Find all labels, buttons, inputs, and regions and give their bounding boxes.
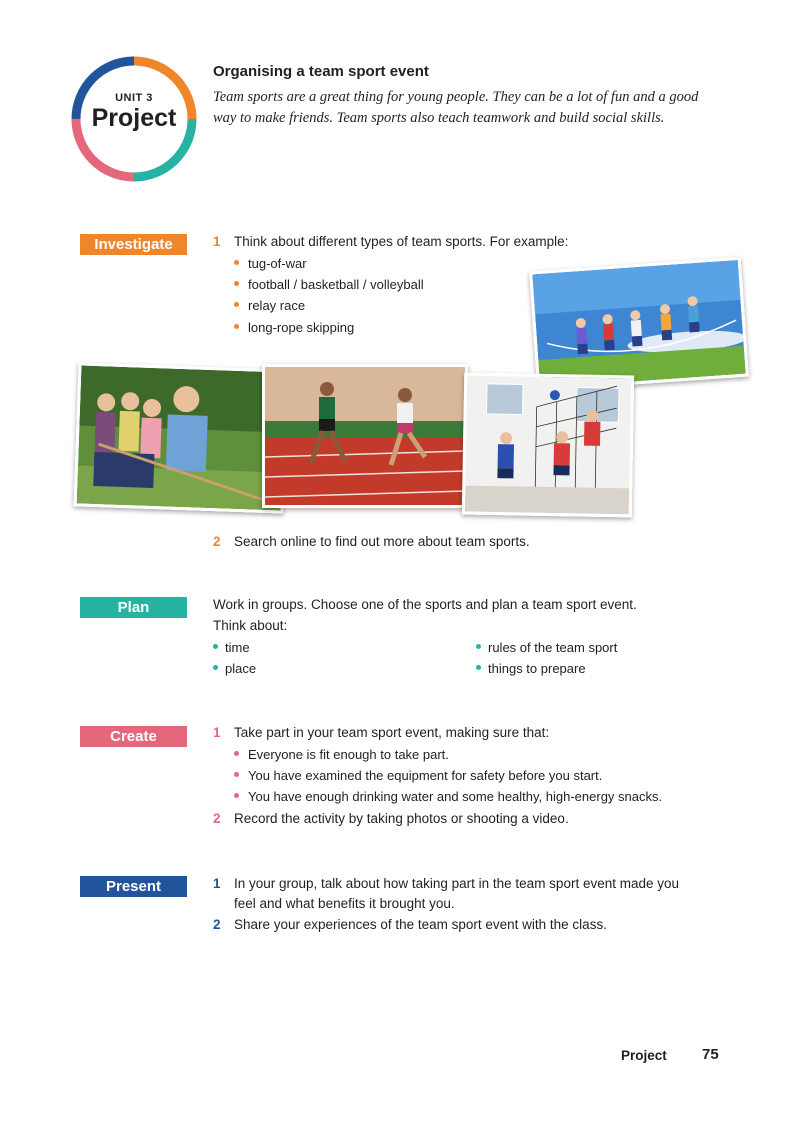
footer-section-label: Project bbox=[621, 1048, 667, 1063]
plan-instruction: Work in groups. Choose one of the sports and plan a team sport event. bbox=[213, 597, 637, 612]
intro-line: Team sports are a great thing for young people. They can be a lot of fun and a good bbox=[213, 89, 699, 105]
page-title: Organising a team sport event bbox=[213, 63, 429, 80]
list-item: tug-of-war bbox=[234, 253, 307, 274]
present-step-1-line-2: feel and what benefits it brought you. bbox=[234, 896, 455, 911]
list-item: You have enough drinking water and some healthy, high-energy snacks. bbox=[234, 786, 662, 807]
investigate-step-1: Think about different types of team sports. For example: bbox=[234, 234, 569, 249]
list-item: Everyone is fit enough to take part. bbox=[234, 744, 449, 765]
relay-race-photo bbox=[262, 364, 468, 508]
list-item: relay race bbox=[234, 295, 305, 316]
section-label-create: Create bbox=[80, 726, 187, 747]
create-step-1: Take part in your team sport event, making sure that: bbox=[234, 725, 550, 740]
section-label-present: Present bbox=[80, 876, 187, 897]
long-rope-skipping-photo bbox=[529, 257, 749, 391]
list-item: long-rope skipping bbox=[234, 317, 354, 338]
list-item: football / basketball / volleyball bbox=[234, 274, 424, 295]
investigate-step-2: Search online to find out more about team sports. bbox=[234, 534, 530, 549]
section-label-investigate: Investigate bbox=[80, 234, 187, 255]
unit-number: UNIT 3 bbox=[115, 92, 153, 104]
tug-of-war-photo bbox=[74, 362, 289, 513]
intro-line: way to make friends. Team sports also teach teamwork and build social skills. bbox=[213, 110, 665, 126]
step-number: 1 bbox=[213, 234, 221, 249]
present-step-2: Share your experiences of the team sport event with the class. bbox=[234, 917, 607, 932]
create-step-2: Record the activity by taking photos or shooting a video. bbox=[234, 811, 569, 826]
step-number: 2 bbox=[213, 811, 221, 826]
step-number: 1 bbox=[213, 725, 221, 740]
list-item: things to prepare bbox=[476, 658, 586, 679]
present-step-1-line-1: In your group, talk about how taking part in the team sport event made you bbox=[234, 876, 680, 891]
step-number: 2 bbox=[213, 534, 221, 549]
unit-title: Project bbox=[91, 104, 177, 132]
page-number: 75 bbox=[702, 1046, 719, 1063]
list-item: You have examined the equipment for safety before you start. bbox=[234, 765, 602, 786]
plan-think-about: Think about: bbox=[213, 618, 288, 633]
intro-text bbox=[213, 87, 733, 129]
step-number: 2 bbox=[213, 917, 221, 932]
list-item: place bbox=[213, 658, 256, 679]
step-number: 1 bbox=[213, 876, 221, 891]
section-label-plan: Plan bbox=[80, 597, 187, 618]
list-item: time bbox=[213, 637, 250, 658]
list-item: rules of the team sport bbox=[476, 637, 617, 658]
volleyball-photo bbox=[462, 373, 634, 518]
